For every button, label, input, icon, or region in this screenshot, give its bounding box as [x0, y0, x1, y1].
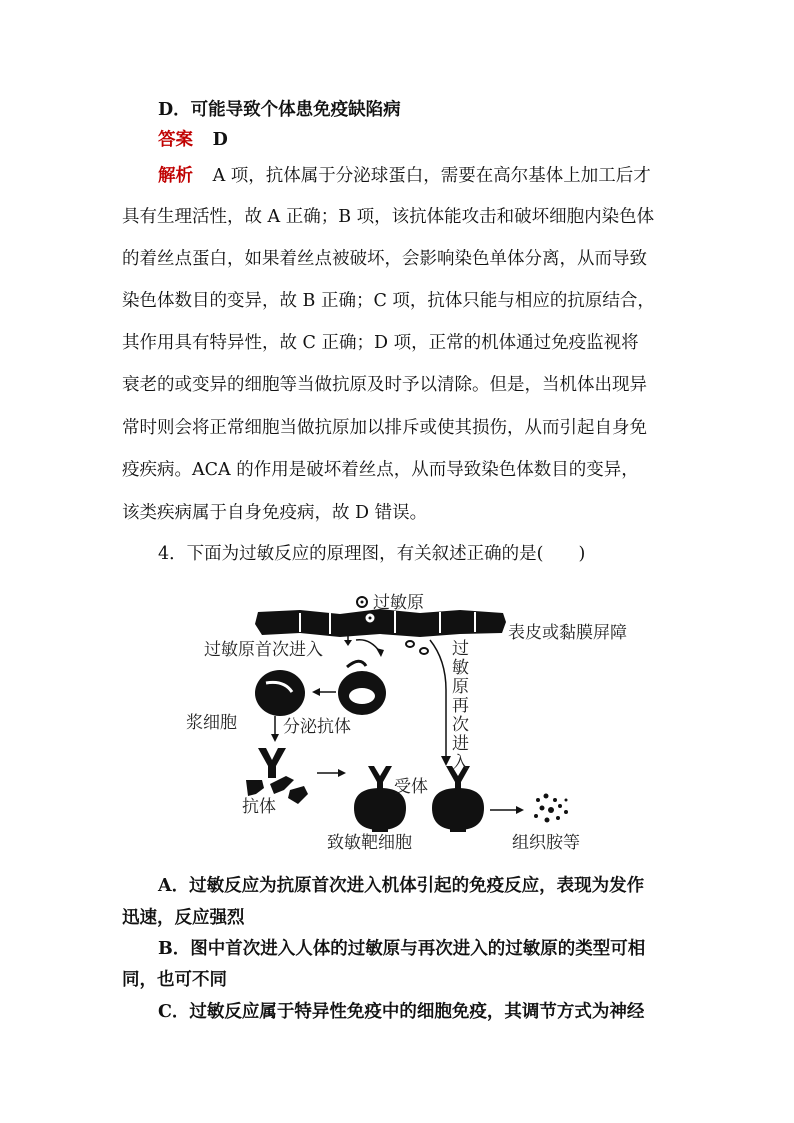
analysis-line: 该类疾病属于自身免疫病，故 D 错误。: [122, 503, 428, 523]
analysis-line: 染色体数目的变异，故 B 正确；C 项，抗体只能与相应的抗原结合，: [122, 291, 655, 311]
allergen-in-barrier-icon: [366, 614, 374, 622]
analysis-line: A 项，抗体属于分泌球蛋白，需要在高尔基体上加工后才: [212, 166, 651, 186]
option-d-text: D．可能导致个体患免疫缺陷病: [158, 100, 401, 120]
label-receptor: 受体: [394, 777, 428, 797]
label-plasma-cell: 浆细胞: [186, 713, 237, 733]
analysis-line: 其作用具有特异性，故 C 正确；D 项，正常的机体通过免疫监视将: [122, 333, 639, 353]
label-allergen: 过敏原: [373, 593, 424, 613]
label-barrier: 表皮或黏膜屏障: [508, 623, 627, 643]
option-a-line2: 迅速，反应强烈: [122, 908, 245, 928]
label-first-entry: 过敏原首次进入: [204, 640, 323, 660]
epidermis-barrier: [255, 609, 506, 637]
option-c-line1: C．过敏反应属于特异性免疫中的细胞免疫，其调节方式为神经: [158, 1002, 645, 1022]
analysis-line: 具有生理活性，故 A 正确；B 项，该抗体能攻击和破坏细胞内染色体: [122, 207, 655, 227]
answer-value: D: [212, 130, 228, 150]
analysis-line: 衰老的或变异的细胞等当做抗原及时予以清除。但是，当机体出现异: [122, 375, 647, 395]
sensitized-target-cell-bound-icon: [432, 766, 484, 832]
allergen-below-icon: [406, 641, 428, 654]
label-secrete-antibody: 分泌抗体: [283, 717, 351, 737]
analysis-line: 疫疾病。ACA 的作用是破坏着丝点，从而导致染色体数目的变异，: [122, 460, 639, 480]
allergen-particle-icon: [357, 597, 367, 607]
option-b-line1: B．图中首次进入人体的过敏原与再次进入的过敏原的类型可相: [158, 939, 646, 959]
option-b-line2: 同，也可不同: [122, 970, 227, 990]
label-sensitized-cell: 致敏靶细胞: [327, 833, 412, 853]
antibody-icon: [246, 748, 308, 804]
label-second-entry-text: 过敏原再次进入: [452, 639, 469, 773]
histamine-particles-icon: [534, 794, 568, 823]
label-second-entry: [452, 639, 469, 773]
analysis-label: 解析: [158, 166, 193, 186]
label-histamine: 组织胺等: [512, 833, 580, 853]
analysis-line: 常时则会将正常细胞当做抗原加以排斥或使其损伤，从而引起自身免: [122, 418, 647, 438]
b-cell-icon: [338, 661, 386, 715]
plasma-cell-icon: [255, 670, 305, 716]
answer-label: 答案: [158, 130, 193, 150]
analysis-line: 的着丝点蛋白，如果着丝点被破坏，会影响染色单体分离，从而导致: [122, 249, 647, 269]
question-4-stem: 4．下面为过敏反应的原理图，有关叙述正确的是( ): [158, 544, 586, 564]
label-antibody: 抗体: [242, 797, 276, 817]
option-a-line1: A．过敏反应为抗原首次进入机体引起的免疫反应，表现为发作: [158, 876, 645, 896]
sensitized-target-cell-icon: [354, 766, 406, 832]
